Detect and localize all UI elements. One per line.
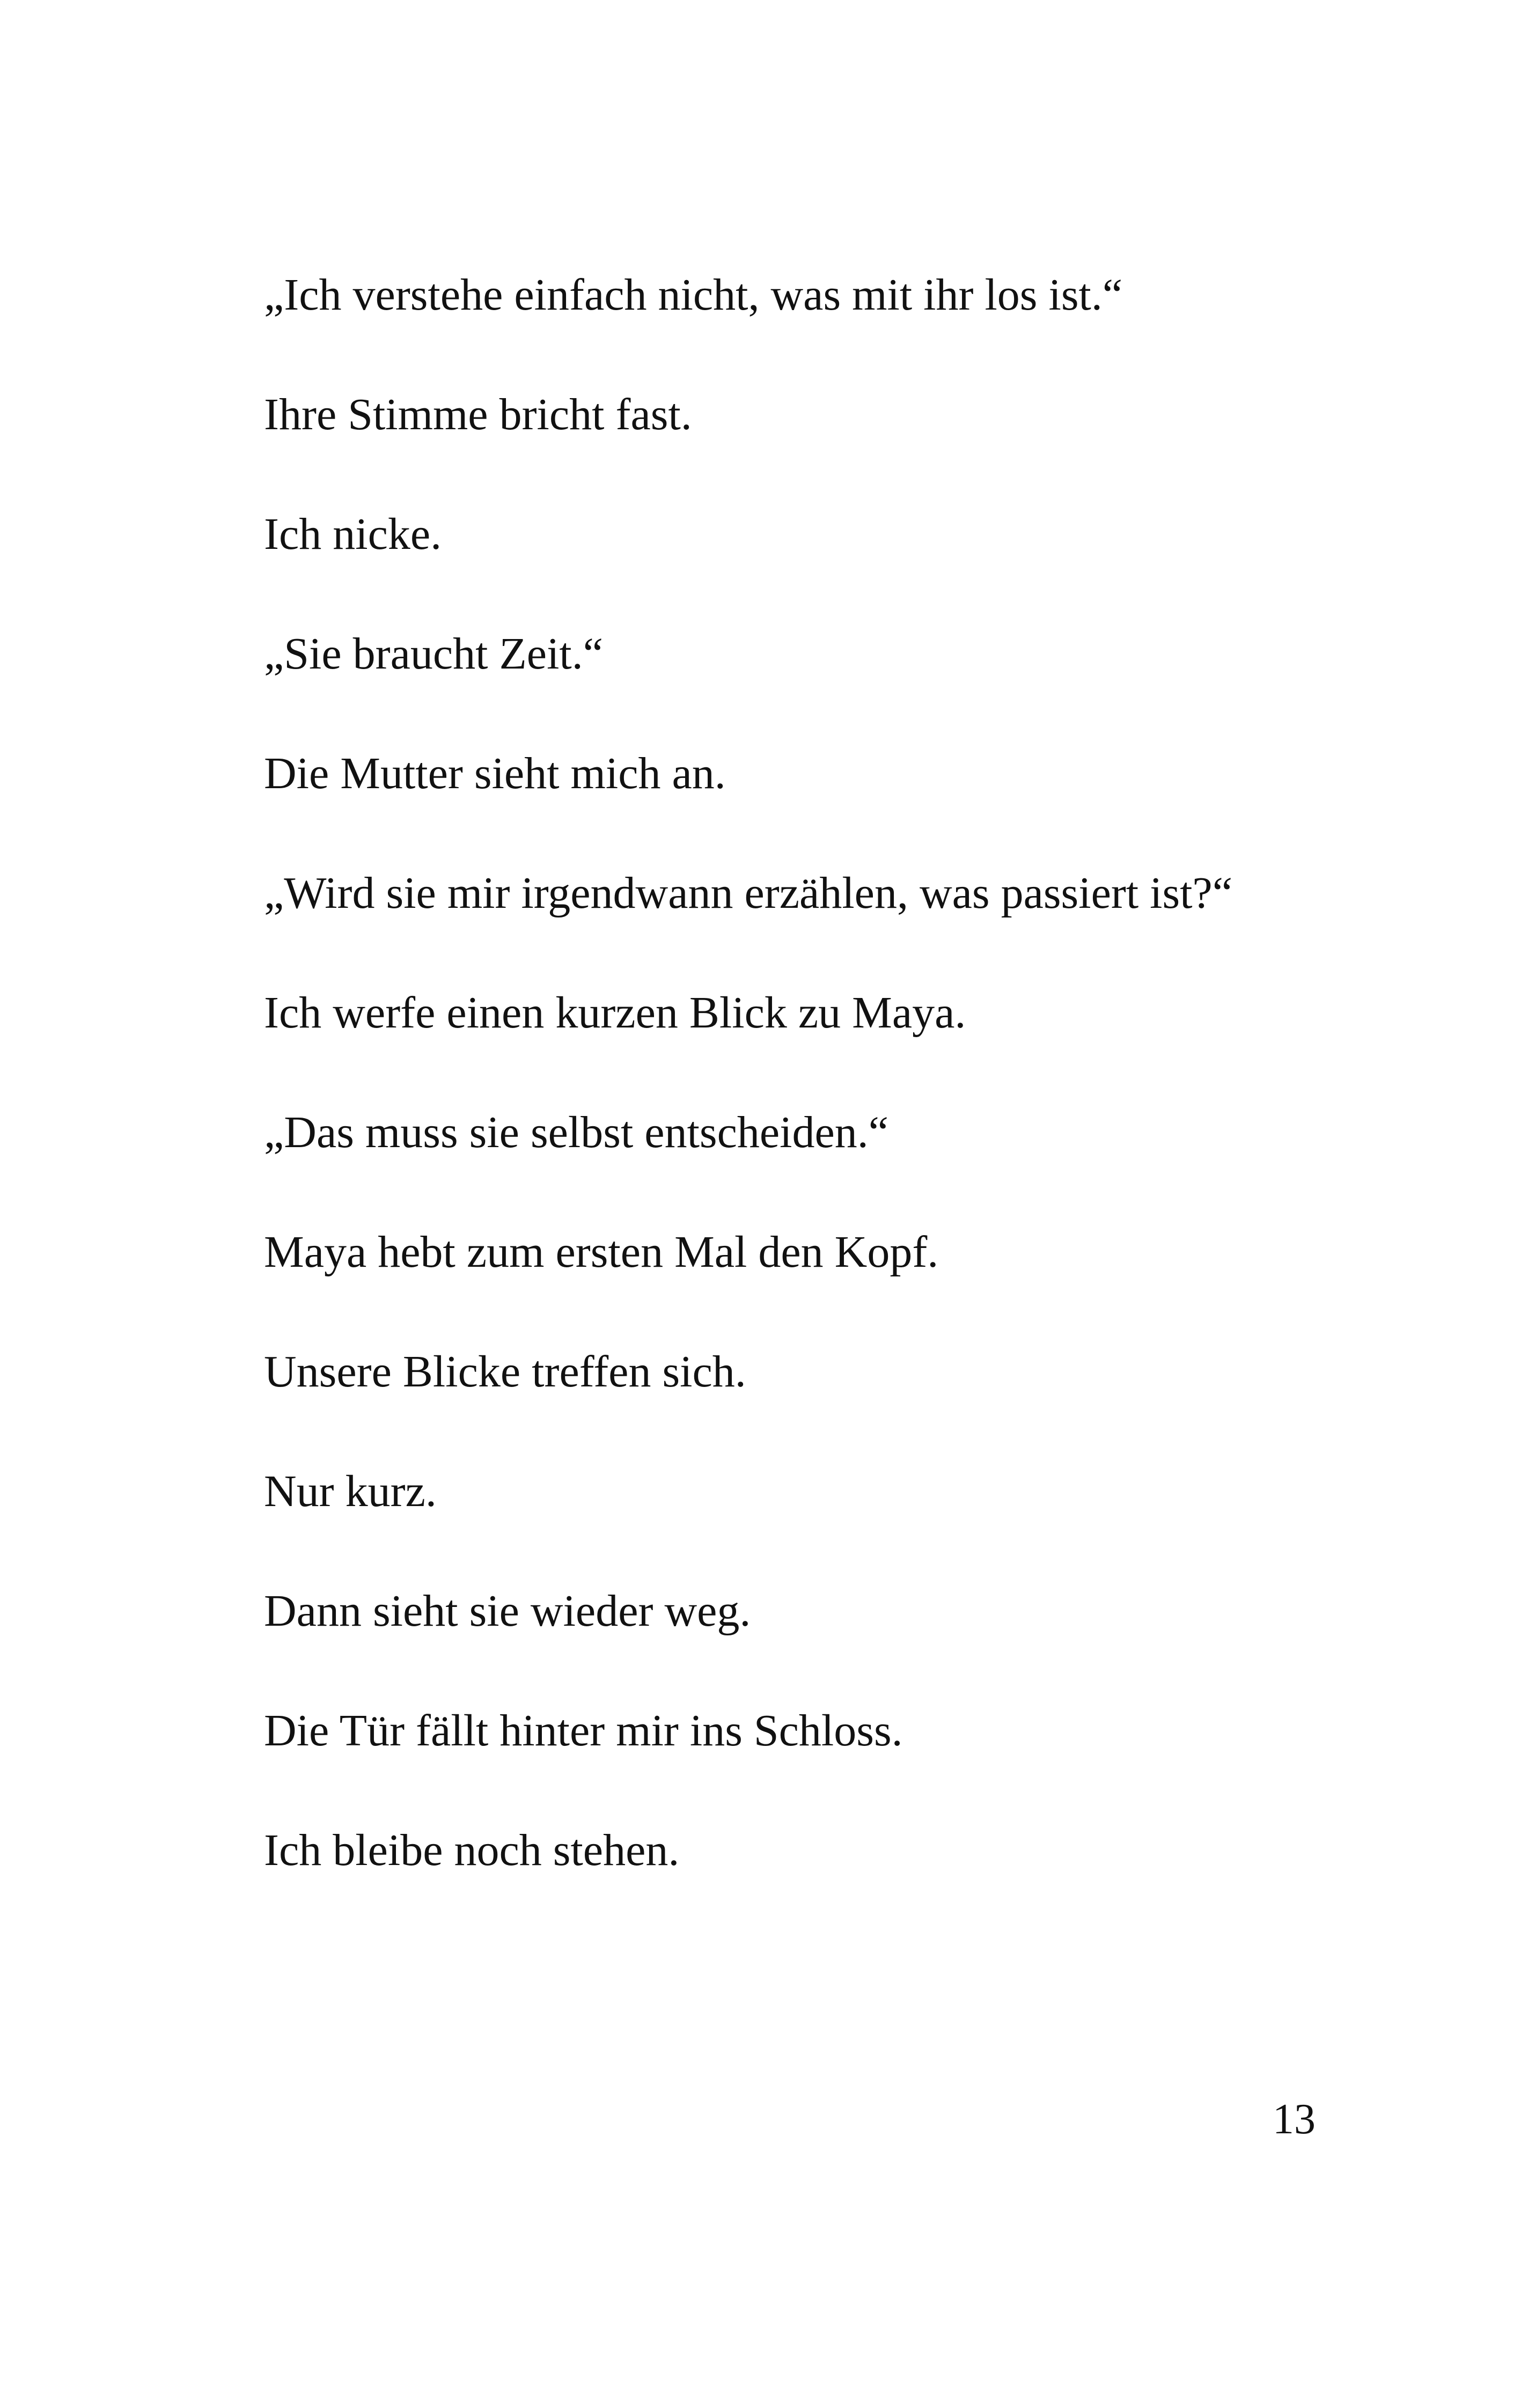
text-line: Ich werfe einen kurzen Blick zu Maya. [264, 988, 966, 1038]
text-line: Unsere Blicke treffen sich. [264, 1347, 746, 1397]
text-line: Ich nicke. [264, 509, 442, 559]
text-line: Maya hebt zum ersten Mal den Kopf. [264, 1227, 939, 1277]
text-line: „Sie braucht Zeit.“ [264, 629, 604, 679]
page-number: 13 [1273, 2096, 1316, 2143]
text-line: Die Tür fällt hinter mir ins Schloss. [264, 1706, 903, 1756]
text-line: Die Mutter sieht mich an. [264, 748, 726, 798]
text-line: Dann sieht sie wieder weg. [264, 1586, 751, 1636]
text-line: Ihre Stimme bricht fast. [264, 390, 692, 439]
text-line: Ich bleibe noch stehen. [264, 1825, 680, 1875]
text-line: „Das muss sie selbst entscheiden.“ [264, 1107, 889, 1157]
text-line: „Ich verstehe einfach nicht, was mit ihr los ist.“ [264, 270, 1123, 320]
page-text [264, 252, 1337, 1927]
text-line: Nur kurz. [264, 1466, 437, 1516]
text-line: „Wird sie mir irgendwann erzählen, was passiert ist?“ [264, 868, 1233, 918]
